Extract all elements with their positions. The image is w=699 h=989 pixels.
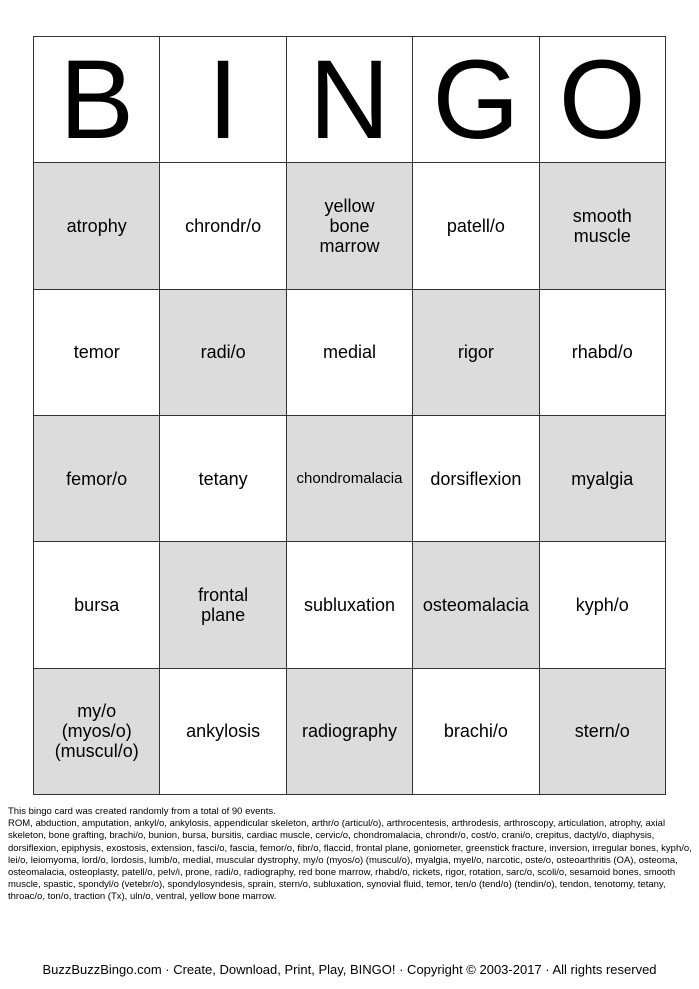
description-intro: This bingo card was created randomly from a total of 90 events. (8, 806, 276, 817)
bingo-cell: atrophy (34, 163, 160, 289)
bingo-cell: subluxation (287, 542, 413, 668)
header-letter-b: B (34, 37, 160, 163)
bingo-cell: rigor (413, 290, 539, 416)
bingo-cell: kyph/o (540, 542, 666, 668)
header-letter-g: G (413, 37, 539, 163)
bingo-cell: my/o (myos/o) (muscul/o) (34, 669, 160, 795)
bingo-cell: medial (287, 290, 413, 416)
bingo-cell: myalgia (540, 416, 666, 542)
bingo-cell: patell/o (413, 163, 539, 289)
bingo-cell: radiography (287, 669, 413, 795)
bingo-cell: brachi/o (413, 669, 539, 795)
bingo-cell: osteomalacia (413, 542, 539, 668)
bingo-cell: chrondr/o (160, 163, 286, 289)
bingo-cell: smooth muscle (540, 163, 666, 289)
bingo-cell: tetany (160, 416, 286, 542)
bingo-cell: chondromalacia (287, 416, 413, 542)
bingo-cell: stern/o (540, 669, 666, 795)
bingo-cell: dorsiflexion (413, 416, 539, 542)
bingo-cell: yellow bone marrow (287, 163, 413, 289)
card-description (8, 806, 692, 904)
bingo-cell: femor/o (34, 416, 160, 542)
header-letter-n: N (287, 37, 413, 163)
bingo-card (33, 36, 666, 795)
bingo-cell: bursa (34, 542, 160, 668)
site-footer: BuzzBuzzBingo.com · Create, Download, Print, Play, BINGO! · Copyright © 2003-2017 · All rights reserved (42, 962, 657, 977)
header-letter-i: I (160, 37, 286, 163)
bingo-cell: frontal plane (160, 542, 286, 668)
header-letter-o: O (540, 37, 666, 163)
events-list: ROM, abduction, amputation, ankyl/o, ankylosis, appendicular skeleton, arthr/o (articul/o), arthrocentesis, arthrodesis, arthroscopy, articulation, atrophy, axial skeleton, bone grafting, brachi/o, bunion, bursa, bursitis, cardiac muscle, cervic/o, chondromalacia, chrondr/o, cost/o, crani/o, crepitus, dactyl/o, diaphysis, dorsiflexion, epiphysis, exostosis, extension, fasci/o, fascia, femor/o, fibr/o, flaccid, frontal plane, goniometer, greenstick fracture, inversion, irregular bones, kyph/o, lei/o, leiomyoma, lord/o, lordosis, lumb/o, medial, muscular dystrophy, my/o (myos/o) (muscul/o), myalgia, myel/o, narcotic, oste/o, osteoarthritis (OA), osteoma, osteomalacia, osteoplasty, patell/o, pelv/i, prone, radi/o, radiography, red bone marrow, rhabd/o, rickets, rigor, rotation, sarc/o, scoli/o, sesamoid bones, smooth muscle, spastic, spondyl/o (vetebr/o), spondylosyndesis, sprain, stern/o, subluxation, synovial fluid, temor, ten/o (tend/o) (tendin/o), tendon, tenotomy, tetany, throac/o, ton/o, traction (Tx), uln/o, ventral, yellow bone marrow. (8, 818, 692, 903)
bingo-cell: temor (34, 290, 160, 416)
bingo-cell: ankylosis (160, 669, 286, 795)
bingo-cell: rhabd/o (540, 290, 666, 416)
bingo-cell: radi/o (160, 290, 286, 416)
